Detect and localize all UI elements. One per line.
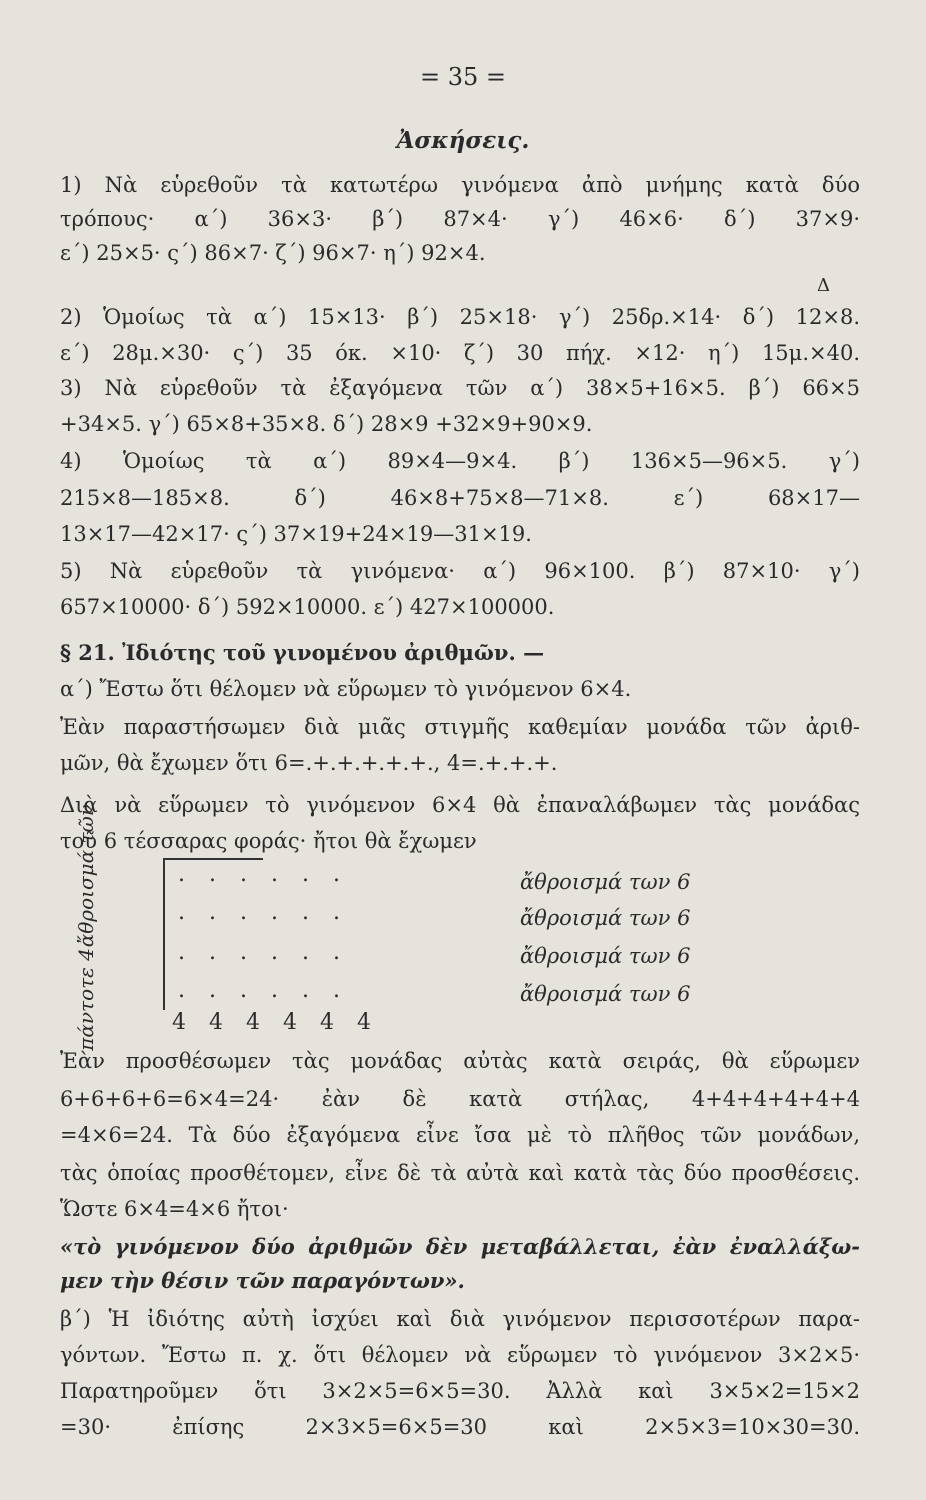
text-line: Παρατηροῦμεν ὅτι 3×2×5=6×5=30. Ἀλλὰ καὶ 3×5×2=15×2 bbox=[60, 1379, 860, 1403]
text-line: τρόπους· α΄) 36×3· β΄) 87×4· γ΄) 46×6· δ΄) 37×9· bbox=[60, 207, 860, 231]
row-sum-label: ἄθροισμά των 6 bbox=[520, 982, 691, 1006]
text-line: 4) Ὁμοίως τὰ α΄) 89×4—9×4. β΄) 136×5—96×5. γ΄) bbox=[60, 449, 860, 473]
vertical-label bbox=[60, 804, 112, 1051]
text-line: Ὥστε 6×4=4×6 ἤτοι· bbox=[60, 1197, 289, 1221]
text-line: α΄) Ἔστω ὅτι θέλομεν νὰ εὕρωμεν τὸ γινόμενον 6×4. bbox=[60, 677, 632, 701]
diagram-top-rule bbox=[163, 858, 263, 860]
text-line: Ἐὰν προσθέσωμεν τὰς μονάδας αὐτὰς κατὰ σειράς, θὰ εὕρωμεν bbox=[60, 1049, 860, 1073]
text-line: 6+6+6+6=6×4=24· ἐὰν δὲ κατὰ στήλας, 4+4+4+4+4+4 bbox=[60, 1087, 860, 1111]
section-title: Ἀσκήσεις. bbox=[396, 127, 530, 154]
dot-row: ...... bbox=[178, 978, 364, 1003]
text-line: β΄) Ἡ ἰδιότης αὐτὴ ἰσχύει καὶ διὰ γινόμενον περισσοτέρων παρα- bbox=[60, 1307, 860, 1331]
text-line: 2) Ὁμοίως τὰ α΄) 15×13· β΄) 25×18· γ΄) 25δρ.×14· δ΄) 12×8. bbox=[60, 305, 860, 329]
delta-mark: Δ bbox=[817, 275, 830, 296]
row-sum-label: ἄθροισμά των 6 bbox=[520, 906, 691, 930]
column-sums: 4 4 4 4 4 4 bbox=[172, 1010, 371, 1035]
text-line: μῶν, θὰ ἔχωμεν ὅτι 6=.+.+.+.+.+., 4=.+.+.+. bbox=[60, 751, 558, 775]
dot-row: ...... bbox=[178, 940, 364, 965]
text-line: 13×17—42×17· ς΄) 37×19+24×19—31×19. bbox=[60, 522, 532, 546]
text-line: Ἐὰν παραστήσωμεν διὰ μιᾶς στιγμῆς καθεμίαν μονάδα τῶν ἀριθ- bbox=[60, 715, 860, 739]
rule-statement: μεν τὴν θέσιν τῶν παραγόντων». bbox=[60, 1268, 465, 1293]
diagram-left-rule bbox=[163, 860, 165, 1010]
text-line: ε΄) 25×5· ς΄) 86×7· ζ΄) 96×7· η΄) 92×4. bbox=[60, 241, 486, 265]
page-number: = 35 = bbox=[419, 63, 506, 91]
text-line: =30· ἐπίσης 2×3×5=6×5=30 καὶ 2×5×3=10×30=30. bbox=[60, 1415, 860, 1439]
text-line: =4×6=24. Τὰ δύο ἐξαγόμενα εἶνε ἴσα μὲ τὸ πλῆθος τῶν μονάδων, bbox=[60, 1123, 860, 1147]
row-sum-label: ἄθροισμά των 6 bbox=[520, 944, 691, 968]
dot-row: ...... bbox=[178, 862, 364, 887]
section-heading: § 21. Ἰδιότης τοῦ γινομένου ἀριθμῶν. — bbox=[60, 640, 545, 665]
text-line: τοῦ 6 τέσσαρας φοράς· ἤτοι θὰ ἔχωμεν bbox=[60, 829, 477, 853]
text-line: γόντων. Ἔστω π. χ. ὅτι θέλομεν νὰ εὕρωμεν τὸ γινόμενον 3×2×5· bbox=[60, 1343, 860, 1367]
vertical-label-line: ἄθροισμά τῶν bbox=[74, 804, 98, 948]
text-line: +34×5. γ΄) 65×8+35×8. δ΄) 28×9 +32×9+90×9. bbox=[60, 412, 593, 436]
dot-row: ...... bbox=[178, 900, 364, 925]
rule-statement: «τὸ γινόμενον δύο ἀριθμῶν δὲν μεταβάλλεται, ἐὰν ἐναλλάξω- bbox=[60, 1234, 860, 1259]
text-line: 1) Νὰ εὑρεθοῦν τὰ κατωτέρω γινόμενα ἀπὸ μνήμης κατὰ δύο bbox=[60, 173, 860, 197]
vertical-label-line: πάντοτε 4 bbox=[74, 947, 98, 1051]
text-line: 657×10000· δ΄) 592×10000. ε΄) 427×100000. bbox=[60, 595, 555, 619]
text-line: ε΄) 28μ.×30· ς΄) 35 όκ. ×10· ζ΄) 30 πήχ. ×12· η΄) 15μ.×40. bbox=[60, 341, 860, 365]
text-line: 215×8—185×8. δ΄) 46×8+75×8—71×8. ε΄) 68×17— bbox=[60, 486, 860, 510]
text-line: Διὰ νὰ εὕρωμεν τὸ γινόμενον 6×4 θὰ ἐπαναλάβωμεν τὰς μονάδας bbox=[60, 793, 860, 817]
text-line: 3) Νὰ εὑρεθοῦν τὰ ἐξαγόμενα τῶν α΄) 38×5+16×5. β΄) 66×5 bbox=[60, 376, 860, 400]
text-line: 5) Νὰ εὑρεθοῦν τὰ γινόμενα· α΄) 96×100. β΄) 87×10· γ΄) bbox=[60, 559, 860, 583]
text-line: τὰς ὁποίας προσθέτομεν, εἶνε δὲ τὰ αὐτὰ καὶ κατὰ τὰς δύο προσθέσεις. bbox=[60, 1161, 860, 1185]
row-sum-label: ἄθροισμά των 6 bbox=[520, 870, 691, 894]
